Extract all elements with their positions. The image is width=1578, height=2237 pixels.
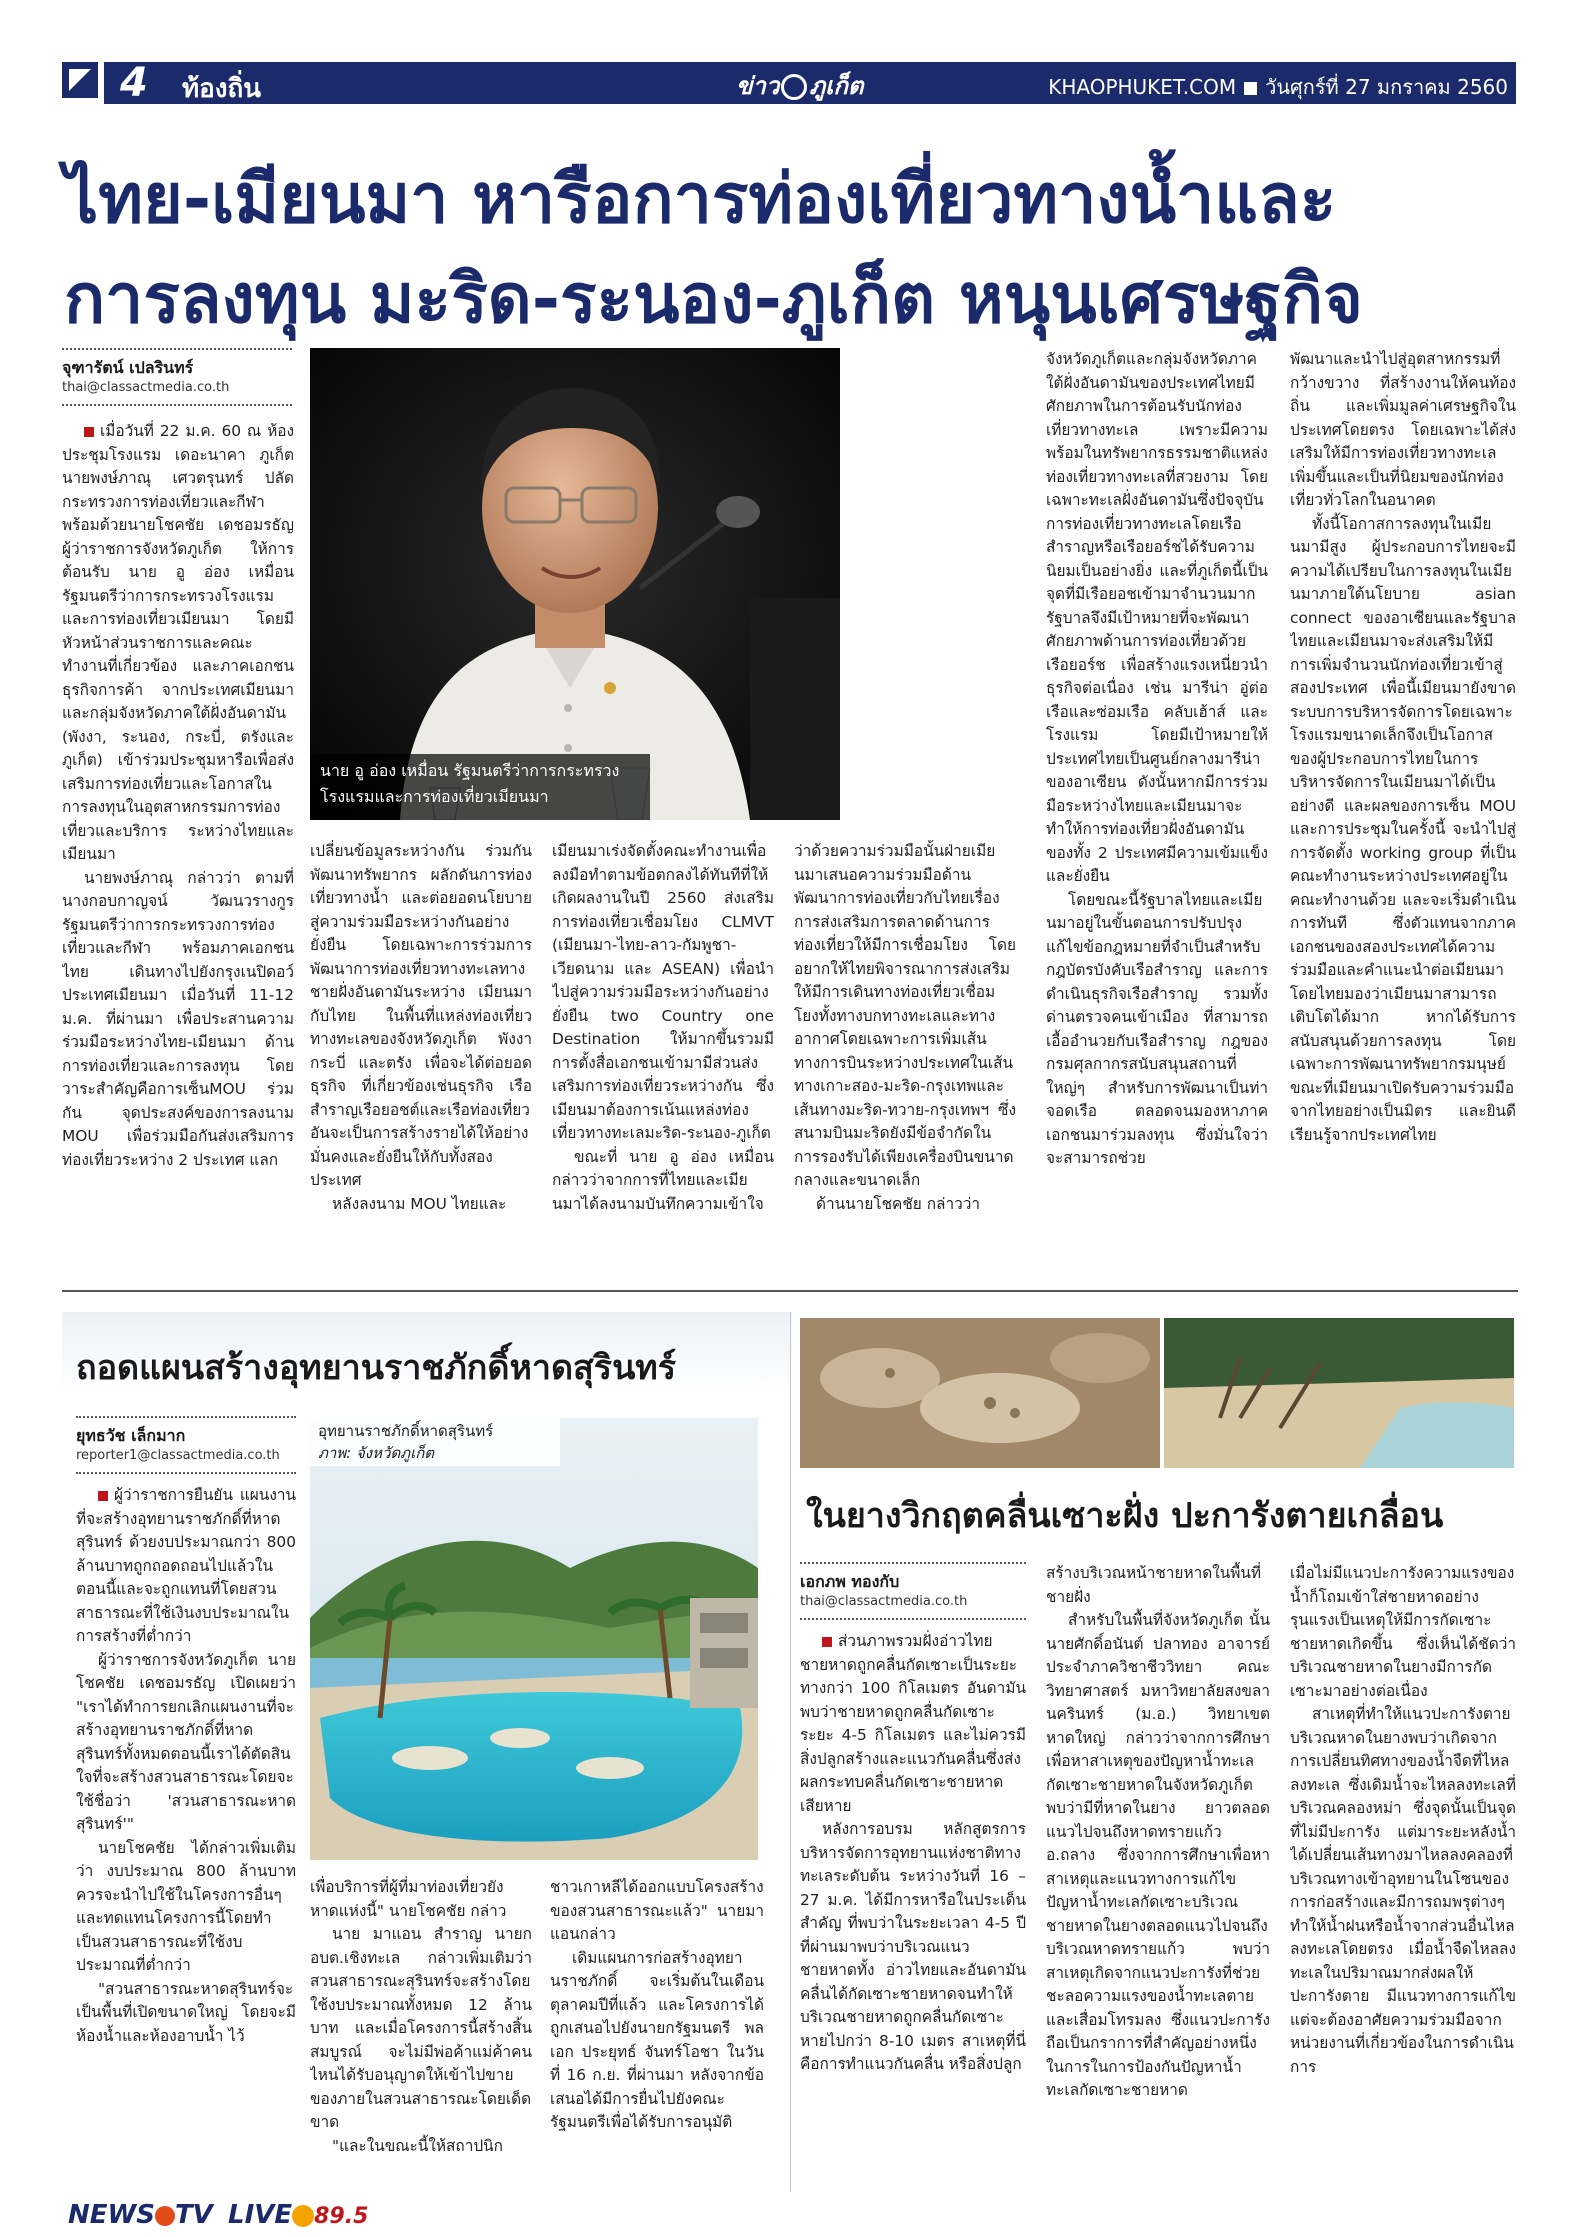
story1-email: thai@classactmedia.co.th (62, 380, 230, 395)
column-rule (790, 1312, 791, 2192)
park-photo-caption (310, 1418, 560, 1466)
paragraph: ขณะที่ นาย อู อ่อง เหมื่อน กล่าวว่าจากการที่ไทยและเมียนมาได้ลงนามบันทึกความเข้าใจ (552, 1147, 774, 1213)
paragraph-text: ผู้ว่าราชการยืนยัน แผนงานที่จะสร้างอุทยานราชภักดิ์ที่หาดสุรินทร์ ด้วยงบประมาณกว่า 800 ล้านบาทถูกถอดถอนไปแล้วในตอนนี้และจะถูกแทนที่โดยสวนสาธารณะที่ใช้เงินงบประมาณในการสร้างที่ต่ำกว่า (76, 1486, 296, 1645)
byline-divider (800, 1562, 1026, 1564)
story1-column-6 (1290, 348, 1516, 1260)
byline-divider (62, 348, 292, 350)
paragraph: ผู้ว่าราชการจังหวัดภูเก็ต นายโชคชัย เดชอมรธัญ เปิดเผยว่า "เราได้ทำการยกเลิกแผนงานที่จะสร้างอุทยานราชภักดิ์ที่หาดสุรินทร์ทั้งหมดตอนนี้เราได้ตัดสินใจที่จะสร้างสวนสาธารณะโดยจะใช้ชื่อว่า 'สวนสาธารณะหาดสุรินทร์'" (76, 1650, 296, 1833)
newspaper-logo (736, 66, 864, 105)
live-label: LIVE (228, 2200, 293, 2230)
paragraph (76, 1484, 296, 1649)
paragraph: "สวนสาธารณะหาดสุรินทร์จะเป็นพื้นที่เปิดขนาดใหญ่ โดยจะมีห้องน้ำและห้องอาบน้ำ ไว้ (76, 1979, 296, 2045)
story2-email: reporter1@classactmedia.co.th (76, 1448, 280, 1463)
paragraph: นายพงษ์ภาณุ กล่าวว่า ตามที่นางกอบกาญจน์ วัฒนวรางกูร รัฐมนตรีว่าการกระทรวงการท่องเที่ยวและกีฬา พร้อมภาคเอกชนไทย เดินทางไปยังกรุงเนปิดอว์ ประเทศเมียนมา เมื่อวันที่ 11-12 ม.ค. ที่ผ่านมา เพื่อประสานความร่วมมือระหว่างไทย-เมียนมา ด้านการท่องเที่ยวและการลงทุน โดยวาระสำคัญคือการเซ็นMOU ร่วมกัน จุดประสงค์ของการลงนาม MOU เพื่อร่วมมือกันส่งเสริมการท่องเที่ยวระหว่าง 2 ประเทศ แลก (62, 868, 294, 1169)
paragraph: สาเหตุที่ทำให้แนวปะการังตายบริเวณหาดในยางพบว่าเกิดจากการเปลี่ยนทิศทางของน้ำจืดที่ไหลลงทะเล ซึ่งเดิมน้ำจะไหลลงทะเลที่บริเวณคลองหม่า ซึ่งจุดนั้นเป็นจุดที่ไม่มีปะการัง แต่มาระยะหลังน้ำได้เปลี่ยนเส้นทางมาไหลลงคลองที่บริเวณทางเข้าอุทยานในโซนของการก่อสร้างและมีการถมพรุต่างๆ ทำให้น้ำฝนหรือน้ำจากส่วนอื่นไหลลงทะเลโดยตรง เมื่อน้ำจืดไหลลงทะเลในปริมาณมากส่งผลให้ปะการังตาย มีแนวทางการแก้ไขแต่จะต้องอาศัยความร่วมมือจากหน่วยงานที่เกี่ยวข้องในการดำเนินการ (1290, 1705, 1516, 2076)
story1-column-3 (552, 840, 774, 1260)
paragraph: โดยขณะนี้รัฐบาลไทยและเมียนมาอยู่ในขั้นตอนการปรับปรุงแก้ไขข้อกฎหมายที่จำเป็นสำหรับกฎบัตรบังคับเรือสำราญ และการดำเนินธุรกิจเรือสำราญ รวมทั้งด่านตรวจคนเข้าเมือง ที่สามารถเอื้ออำนวยกับเรือสำราญ กฎของกรมศุลกากรสนับสนุนสถานที่ใหญ่ๆ สำหรับการพัฒนาเป็นท่าจอดเรือ ตลอดจนมองหาภาคเอกชนมาร่วมลงทุน ซึ่งมั่นใจว่าจะสามารถช่วย (1046, 890, 1268, 1167)
paragraph: หลังการอบรม หลักสูตรการบริหารจัดการอุทยานแห่งชาติทางทะเลระดับต้น ระหว่างวันที่ 16 – 27 ม.ค. ได้มีการหารือในประเด็นสำคัญ ที่พบว่าในระยะเวลา 4-5 ปี ที่ผ่านมาพบว่าบริเวณแนวชายหาดทั้ง อ่าวไทยและอันดามัน คลื่นได้กัดเซาะชายหาดจนทำให้บริเวณชายหาดถูกคลื่นกัดเซาะหายไปกว่า 8-10 เมตร สาเหตุที่นี่คือการทำแนวกันคลื่น หรือสิ่งปลูก (800, 1820, 1026, 2073)
logo-text-right: ภูเก็ต (809, 72, 864, 100)
paragraph: นายโชคชัย ได้กล่าวเพิ่มเติมว่า งบประมาณ 800 ล้านบาทควรจะนำไปใช้ในโครงการอื่นๆ และทดแทนโครงการนี้โดยทำเป็นสวนสาธารณะที่ใช้งบประมาณที่ต่ำกว่า (76, 1838, 296, 1974)
paragraph: ด้านนายโชคชัย กล่าวว่า (816, 1194, 981, 1213)
story2-column-2 (310, 1876, 532, 2186)
live-frequency: 89.5 (314, 2204, 369, 2229)
main-photo-caption: นาย อู อ่อง เหมื่อน รัฐมนตรีว่าการกระทรวงโรงแรมและการท่องเที่ยวเมียนมา (310, 754, 650, 820)
story2-column-1 (76, 1484, 296, 2184)
newstv-dot-icon (155, 2206, 175, 2226)
park-photo-caption-title: อุทยานราชภักดิ์หาดสุรินทร์ (318, 1422, 494, 1440)
main-headline (64, 150, 1524, 350)
story1-column-2 (310, 840, 532, 1260)
section-title: ท้องถิ่น (182, 74, 261, 104)
byline-divider (62, 404, 292, 406)
paragraph: เปลี่ยนข้อมูลระหว่างกัน ร่วมกันพัฒนาทรัพยากร ผลักดันการท่องเที่ยวทางน้ำ และต่อยอดนโยบายสู่ความร่วมมือระหว่างกันอย่างยั่งยืน โดยเฉพาะการร่วมการพัฒนาการท่องเที่ยวทางทะเลทางชายฝั่งอันดามันระหว่าง เมียนมากับไทย ในพื้นที่แหล่งท่องเที่ยวทางทะเลของจังหวัดภูเก็ต พังงา กระบี่ และตรัง เพื่อจะได้ต่อยอดธุรกิจ ที่เกี่ยวข้องเช่นธุรกิจ เรือสำราญเรือยอชต์และเรือท่องเที่ยวอันจะเป็นการสร้างรายได้ให้อย่างมั่นคงและยั่งยืนให้กับทั้งสองประเทศ (310, 842, 532, 1189)
paragraph: "และในขณะนี้ให้สถาปนิก (332, 2136, 503, 2155)
newstv-logo (68, 2200, 213, 2230)
eroded-beach-photo (800, 1318, 1514, 1468)
story2-author: ยุทธวัช เล็กมาก (76, 1426, 186, 1445)
paragraph: ทั้งนี้โอกาสการลงทุนในเมียนมามีสูง ผู้ประกอบการไทยจะมีความได้เปรียบในการลงทุนในเมียนมาภายใต้นโยบาย asian connect ของอาเซียนและรัฐบาลไทยและเมียนมาจะส่งเสริมให้มีการเพิ่มจำนวนนักท่องเที่ยวเข้าสู่สองประเทศ เพื่อนี้เมียนมายังขาดระบบการบริหารจัดการโดยเฉพาะโรงแรมขนาดเล็กจึงเป็นโอกาสของผู้ประกอบการไทยในการบริหารจัดการในเมียนมาได้เป็นอย่างดี และผลของการเซ็น MOU และการประชุมในครั้งนี้ จะนำไปสู่การจัดตั้ง working group ที่เป็นคณะทำงานระหว่างประเทศอยู่ในคณะทำงานด้วย และจะเริ่มดำเนินการทันที ซึ่งตัวแทนจากภาคเอกชนของสองประเทศได้ความร่วมมือและคำแนะนำต่อเมียนมาโดยไทยมองว่าเมียนมาสามารถเติบโตได้มาก หากได้รับการสนับสนุนด้วยการลงทุน โดยเฉพาะการพัฒนาทรัพยากรมนุษย์ ขณะที่เมียนมาเปิดรับความร่วมมือจากไทยอย่างเป็นมิตร และยินดีเรียนรู้จากประเทศไทย (1290, 514, 1516, 1144)
lead-square-icon (98, 1491, 108, 1501)
story1-column-4 (794, 840, 1016, 1260)
park-rendering-photo (310, 1418, 758, 1860)
section-divider (62, 1290, 1518, 1292)
paragraph: จังหวัดภูเก็ตและกลุ่มจังหวัดภาคใต้ฝั่งอันดามันของประเทศไทยมีศักยภาพในการต้อนรับนักท่องเที่ยวทางทะเล เพราะมีความพร้อมในทรัพยากรธรรมชาติแหล่งท่องเที่ยวทางทะเลที่สวยงาม โดยเฉพาะทะเลฝั่งอันดามันซึ่งปัจจุบันการท่องเที่ยวทางทะเลโดยเรือสำราญหรือเรือยอร์ชได้รับความนิยมเป็นอย่างยิ่ง และที่ภูเก็ตนี้เป็นจุดที่มีเรือยอชเข้ามาจำนวนมาก รัฐบาลจึงมีเป้าหมายที่จะพัฒนาศักยภาพด้านการท่องเที่ยวด้วยเรือยอร์ช เพื่อสร้างแรงเหนี่ยวนำธุรกิจต่อเนื่อง เช่น มารีน่า อู่ต่อเรือและซ่อมเรือ คลับเฮ้าส์ และโรงแรม โดยมีเป้าหมายให้ประเทศไทยเป็นศูนย์กลางมารีน่าของอาเซียน ดังนั้นหากมีการร่วมมือระหว่างไทยและเมียนมาจะทำให้การท่องเที่ยวฝั่งอันดามันของทั้ง 2 ประเทศมีความเข้มแข็งและยั่งยืน (1046, 350, 1268, 885)
page-number: 4 (120, 60, 148, 106)
paragraph (800, 1630, 1026, 1818)
paragraph (62, 420, 294, 867)
main-headline-line2: การลงทุน มะริด-ระนอง-ภูเก็ต หนุนเศรษฐกิจ (64, 260, 1363, 339)
paragraph: หลังลงนาม MOU ไทยและ (332, 1194, 507, 1213)
masthead-corner-icon (62, 62, 98, 98)
byline-divider (76, 1416, 296, 1418)
story1-column-1 (62, 420, 294, 1260)
byline-divider (76, 1472, 296, 1474)
story2-headline: ถอดแผนสร้างอุทยานราชภักดิ์หาดสุรินทร์ (76, 1348, 676, 1388)
paragraph: เดิมแผนการก่อสร้างอุทยานราชภักดิ์ จะเริ่มต้นในเดือนตุลาคมปีที่แล้ว และโครงการได้ถูกเสนอไปยังนายกรัฐมนตรี พลเอก ประยุทธ์ จันทร์โอชา ในวันที่ 16 ก.ย. ที่ผ่านมา หลังจากข้อเสนอได้มีการยื่นไปยังคณะรัฐมนตรีเพื่อได้รับการอนุมัติ (550, 1948, 764, 2131)
story3-column-3 (1290, 1562, 1516, 2186)
news-label: NEWS (68, 2200, 155, 2230)
logo-ring-icon (781, 74, 807, 100)
paragraph: เมื่อไม่มีแนวปะการังความแรงของน้ำก็โถมเข้าใส่ชายหาดอย่างรุนแรงเป็นเหตุให้มีการกัดเซาะชายหาดเกิดขึ้น ซึ่งเห็นได้ชัดว่าบริเวณชายหาดในยางมีการกัดเซาะมาอย่างต่อเนื่อง (1290, 1564, 1516, 1700)
paragraph-text: เมื่อวันที่ 22 ม.ค. 60 ณ ห้องประชุมโรงแรม เดอะนาคา ภูเก็ต นายพงษ์ภาณุ เศวตรุนทร์ ปลัดกระทรวงการท่องเที่ยวและกีฬา พร้อมด้วยนายโชคชัย เดชอมรธัญ ผู้ว่าราชการจังหวัดภูเก็ต ให้การต้อนรับ นาย อู อ่อง เหมื่อน รัฐมนตรีว่าการกระทรวงโรงแรมและการท่องเที่ยวเมียนมา โดยมีหัวหน้าส่วนราชการและคณะทำงานที่เกี่ยวข้อง และภาคเอกชนธุรกิจการค้า จากประเทศเมียนมา และกลุ่มจังหวัดภาคใต้ฝั่งอันดามัน (พังงา, ระนอง, กระบี่, ตรังและภูเก็ต) เข้าร่วมประชุมหารือเพื่อส่งเสริมการท่องเที่ยวและโอกาสในการลงทุนในอุตสาหกรรมการท่องเที่ยวและบริการ ระหว่างไทยและเมียนมา (62, 422, 294, 863)
lead-square-icon (822, 1637, 832, 1647)
park-photo-credit: ภาพ: จังหวัดภูเก็ต (318, 1444, 435, 1462)
paragraph-text: ส่วนภาพรวมฝั่งอ่าวไทย ชายหาดถูกคลื่นกัดเซาะเป็นระยะทางกว่า 100 กิโลเมตร อันดามันพบว่าชายหาดถูกคลื่นกัดเซาะระยะ 4-5 กิโลเมตร และไม่ควรมีสิ่งปลูกสร้างและแนวกันคลื่นซึ่งส่งผลกระทบคลื่นกัดเซาะชายหาดเสียหาย (800, 1632, 1026, 1815)
live-dot-icon (292, 2205, 314, 2227)
resort-pool-illustration (310, 1418, 758, 1860)
story1-author: จุฑารัตน์ เปลรินทร์ (62, 358, 194, 377)
lead-square-icon (84, 427, 94, 437)
story3-author: เอกภพ ทองกับ (800, 1572, 900, 1591)
story3-column-2 (1046, 1562, 1270, 2186)
story1-column-5 (1046, 348, 1268, 1260)
paragraph: เพื่อบริการที่ผู้ที่มาท่องเที่ยวยังหาดแห่งนี้" นายโชคชัย กล่าว (310, 1878, 507, 1920)
masthead-info (1048, 71, 1508, 103)
story2-column-3 (550, 1876, 764, 2186)
byline-divider (800, 1618, 1026, 1620)
paragraph: เมียนมาเร่งจัดตั้งคณะทำงานเพื่อลงมือทำตามข้อตกลงได้ทันทีที่ให้เกิดผลงานในปี 2560 ส่งเสริมการท่องเที่ยวเชื่อมโยง CLMVT (เมียนมา-ไทย-ลาว-กัมพูชา-เวียดนาม และ ASEAN) เพื่อนำไปสู่ความร่วมมือระหว่างกันอย่างยั่งยืน two Country one Destination ให้มากขึ้นรวมมีการตั้งสื่อเอกชนเข้ามามีส่วนส่งเสริมการท่องเที่ยวระหว่างกัน ซึ่งเมียนมาต้องการเน้นแหล่งท่องเที่ยวทางทะเลมะริด-ระนอง-ภูเก็ต (552, 842, 774, 1142)
minister-photo-illustration (310, 348, 840, 820)
paragraph: ชาวเกาหลีได้ออกแบบโครงสร้างของสวนสาธารณะแล้ว" นายมาแอนกล่าว (550, 1878, 764, 1943)
tv-label: TV (174, 2200, 213, 2230)
paragraph: ว่าด้วยความร่วมมือนั้นฝ่ายเมียนมาเสนอความร่วมมือด้านพัฒนาการท่องเที่ยวกับไทยเรื่องการส่งเสริมการตลาดด้านการท่องเที่ยวให้มีการเชื่อมโยง โดยอยากให้ไทยพิจารณาการส่งเสริมให้มีการเดินทางท่องเที่ยวเชื่อมโยงทั้งทางบกทางทะเลและทางอากาศโดยเฉพาะการเพิ่มเส้นทางการบินระหว่างประเทศในเส้นทางเกาะสอง-มะริด-กรุงเทพและเส้นทางมะริด-ทวาย-กรุงเทพฯ ซึ่งสนามบินมะริดยังมีข้อจำกัดในการรองรับได้เพียงเครื่องบินขนาดกลางและขนาดเล็ก (794, 842, 1016, 1189)
site-url: KHAOPHUKET.COM (1048, 75, 1237, 99)
story3-headline: ในยางวิกฤตคลื่นเซาะฝั่ง ปะการังตายเกลื่อน (806, 1496, 1444, 1536)
main-headline-line1: ไทย-เมียนมา หารือการท่องเที่ยวทางน้ำและ (64, 160, 1337, 239)
issue-date: วันศุกร์ที่ 27 มกราคม 2560 (1265, 75, 1508, 99)
paragraph: พัฒนาและนำไปสู่อุตสาหกรรมที่กว้างขวาง ที่สร้างงานให้คนท้องถิ่น และเพิ่มมูลค่าเศรษฐกิจในประเทศโดยตรง โดยเฉพาะได้ส่งเสริมให้มีการท่องเที่ยวทางทะเลเพิ่มขึ้นและเป็นที่นิยมของนักท่องเที่ยวทั่วโลกในอนาคต (1290, 350, 1516, 509)
square-separator-icon (1244, 82, 1257, 95)
paragraph: นาย มาแอน สำราญ นายก อบต.เชิงทะเล กล่าวเพิ่มเติมว่า สวนสาธารณะสุรินทร์จะสร้างโดยใช้งบประมาณทั้งหมด 12 ล้านบาท และเมื่อโครงการนี้สร้างสิ้นสมบูรณ์ จะไม่มีพ่อค้าแม่ค้าคนไหนได้รับอนุญาตให้เข้าไปขายของภายในสวนสาธารณะโดยเด็ดขาด (310, 1925, 532, 2131)
paragraph: สร้างบริเวณหน้าชายหาดในพื้นที่ชายฝั่ง (1046, 1564, 1262, 1606)
story3-column-1 (800, 1630, 1026, 2186)
coral-and-beach-illustration (800, 1318, 1514, 1468)
story3-email: thai@classactmedia.co.th (800, 1594, 968, 1609)
paragraph: สำหรับในพื้นที่จังหวัดภูเก็ต นั้น นายศักดิ์อนันต์ ปลาทอง อาจารย์ประจำภาควิชาชีววิทยา คณะวิทยาศาสตร์ มหาวิทยาลัยสงขลานครินทร์ (ม.อ.) วิทยาเขตหาดใหญ่ กล่าวว่าจากการศึกษาเพื่อหาสาเหตุของปัญหาน้ำทะเลกัดเซาะชายหาดในจังหวัดภูเก็ตพบว่ามีที่หาดในยาง ยาวตลอดแนวไปจนถึงหาดทรายแก้ว อ.ถลาง ซึ่งจากการศึกษาเพื่อหาสาเหตุและแนวทางการแก้ไขปัญหาน้ำทะเลกัดเซาะบริเวณชายหาดในยางตลอดแนวไปจนถึงบริเวณหาดทรายแก้ว พบว่าสาเหตุเกิดจากแนวปะการังที่ช่วยชะลอความแรงของน้ำทะเลตายและเสื่อมโทรมลง ซึ่งแนวปะการังถือเป็นกราการที่สำคัญอย่างหนึ่งในการในการป้องกันปัญหาน้ำทะเลกัดเซาะชายหาด (1046, 1611, 1270, 2099)
main-photo (310, 348, 840, 820)
logo-text-left: ข่าว (736, 72, 780, 100)
live-radio-logo (228, 2200, 368, 2230)
